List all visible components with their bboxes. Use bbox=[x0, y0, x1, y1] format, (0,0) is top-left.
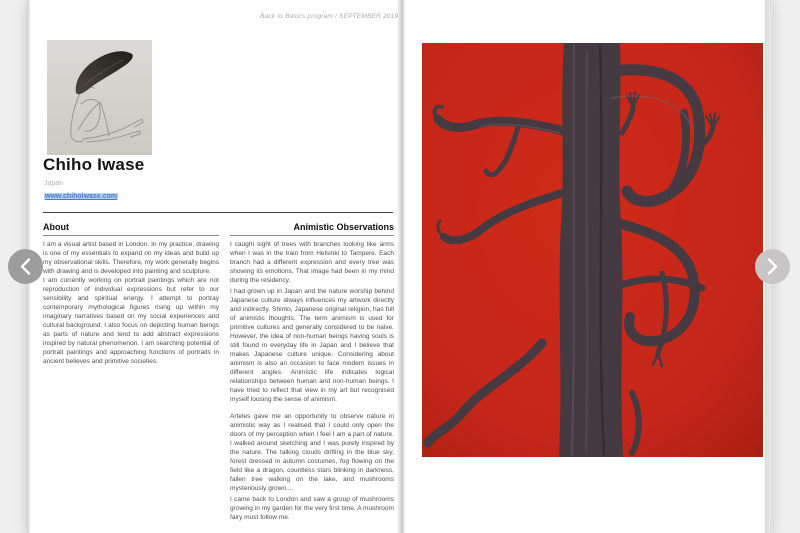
text-columns bbox=[43, 222, 394, 522]
artist-sketch-image bbox=[47, 40, 152, 155]
about-heading: About bbox=[43, 222, 219, 236]
artist-name: Chiho Iwase bbox=[43, 155, 145, 174]
right-page bbox=[405, 0, 763, 533]
observations-paragraph: I came back to London and saw a group of mushrooms growing in my garden for the very first time. A mushroom fairy must follow me. bbox=[230, 496, 394, 521]
artist-country: Japan bbox=[44, 180, 64, 187]
observations-paragraph: I caught sight of trees with branches looking like arms when I was in the train from Helsinki to Tampere. Each branch had a different expression and every tree was showing its emotions. That image had been in my mind during the residency. bbox=[230, 241, 394, 284]
divider-rule bbox=[43, 212, 393, 213]
observations-section bbox=[230, 222, 394, 522]
magazine-spread bbox=[27, 0, 772, 533]
left-page bbox=[31, 0, 397, 533]
about-paragraph: I am a visual artist based in London. In my practice, drawing is one of my essentials to expand on my ideas and build up my observational skills. Therefore, my work generally begins with drawing and is developed into painting and sculpture. bbox=[43, 241, 219, 275]
program-header: Back to Basics program / SEPTEMBER 2019 bbox=[260, 13, 399, 20]
artist-website-link[interactable]: www.chihoiwase.com bbox=[45, 193, 118, 200]
prev-page-button[interactable] bbox=[8, 249, 43, 284]
observations-heading: Animistic Observations bbox=[230, 222, 394, 236]
about-section bbox=[43, 222, 219, 522]
tree-painting-image bbox=[422, 43, 763, 457]
observations-paragraph: I had grown up in Japan and the nature worship behind Japanese culture always influences my artwork directly and indirectly. Shinto, Japanese original religion, has full of animistic thoughts. The term animism is used for primitive cultures and generally considered to be naive. However, the idea of non-human beings having souls is still found in everyday life in Japan and I believe that makes Japanese culture unique. Considering about animism is also an occasion to face modern issues in different angles. Animistic life indicates logical relationships between human and non-human beings. I have tried to reflect that view in my art but recognised myself loosing the sense of animism. bbox=[230, 288, 394, 403]
chevron-right-icon bbox=[766, 257, 779, 276]
about-paragraph: I am currently working on portrait paintings which are not reproduction of individual expressions but refer to our sensibility and spiritual energy. I attempt to portray contemporary mythological figures rising up within my imaginary narratives based on my social experiences and cultural background. I also focus on depicting human beings as parts of nature and tend to add abstract expressions inspired by natural phenomenon. I am searching potential of portrait paintings and approaching functions of portraits in ancient believes and primitive societies. bbox=[43, 277, 219, 365]
chevron-left-icon bbox=[19, 257, 32, 276]
spine bbox=[397, 0, 405, 533]
observations-paragraph: Arteles gave me an opportunity to observe nature in animistic way as I realised that I could only open the doors of my perception when I feel I am a part of nature. I walked around sketching and I was purely inspired by the nature. The talking clouds drifting in the blue sky, forest dressed in autumn costumes, fog flowing on the field like a dragon, countless stars blinking in darkness, fallen tree walking on the lake, and mushrooms mysteriously grown.... bbox=[230, 413, 394, 492]
next-page-button[interactable] bbox=[755, 249, 790, 284]
